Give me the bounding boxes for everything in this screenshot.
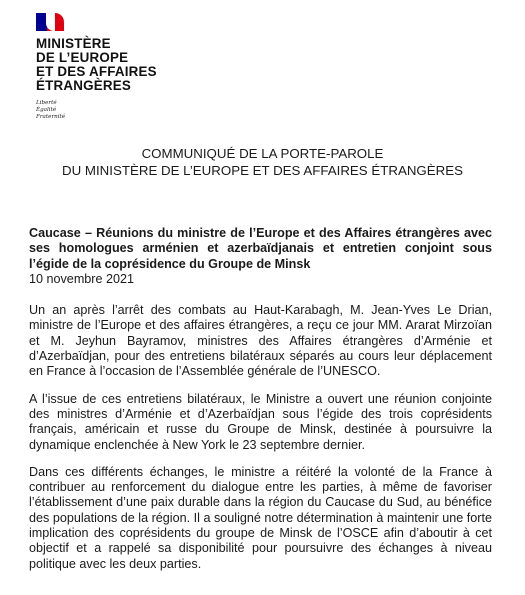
ministry-line: MINISTÈRE bbox=[36, 36, 111, 51]
release-paragraph: A l’issue de ces entretiens bilatéraux, le Ministre a ouvert une réunion conjointe des ministres d’Arménie et d’Azerbaïdjan sous l’égide des trois coprésidents français, américain et russe du Groupe de Minsk, destinée à poursuivre la dynamique enclenchée à New York le 23 septembre dernier. bbox=[29, 391, 492, 452]
motto-line: Liberté bbox=[36, 100, 57, 106]
motto-line: Égalité bbox=[36, 107, 57, 113]
ministry-line: ET DES AFFAIRES bbox=[36, 64, 157, 79]
title-line-2: DU MINISTÈRE DE L’EUROPE ET DES AFFAIRES ÉTRANGÈRES bbox=[62, 163, 463, 178]
release-headline: Caucase – Réunions du ministre de l’Europe et des Affaires étrangères avec ses homologues arménien et azerbaïdjanais et entretien conjoint sous l’égide de la coprésidence du Groupe de Minsk bbox=[29, 226, 492, 271]
ministry-line: ÉTRANGÈRES bbox=[36, 78, 132, 93]
title-line-1: COMMUNIQUÉ DE LA PORTE-PAROLE bbox=[141, 146, 384, 161]
ministry-line: DE L’EUROPE bbox=[36, 50, 129, 65]
ministry-logo bbox=[36, 13, 157, 121]
flag-white-band bbox=[46, 13, 55, 31]
release-paragraph: Dans ces différents échanges, le ministre a réitéré la volonté de la France à contribuer au renforcement du dialogue entre les parties, à même de favoriser l’établissement d’une paix durable dans la région du Caucase du Sud, au bénéfice des populations de la région. Il a souligné notre détermination à maintenir une forte implication des coprésidents du groupe de Minsk de l’OSCE afin d’aboutir à cet objectif et a rappelé sa disponibilité pour poursuivre des échanges à niveau politique avec les deux parties. bbox=[29, 464, 492, 571]
release-date: 10 novembre 2021 bbox=[29, 271, 135, 286]
ministry-name bbox=[36, 37, 157, 93]
press-release-body bbox=[29, 226, 492, 572]
motto-line: Fraternité bbox=[36, 114, 66, 120]
document-title bbox=[0, 145, 525, 179]
republic-motto bbox=[36, 100, 157, 121]
release-paragraph: Un an après l’arrêt des combats au Haut-Karabagh, M. Jean-Yves Le Drian, ministre de l’Europe et des affaires étrangères, a reçu ce jour MM. Ararat Mirzoïan et M. Jeyhun Bayramov, ministres des Affaires étrangères d’Arménie et d’Azerbaïdjan, pour des entretiens bilatéraux séparés au cours leur déplacement en France à l’occasion de l’Assemblée générale de l’UNESCO. bbox=[29, 303, 492, 379]
french-flag-icon bbox=[36, 13, 64, 31]
